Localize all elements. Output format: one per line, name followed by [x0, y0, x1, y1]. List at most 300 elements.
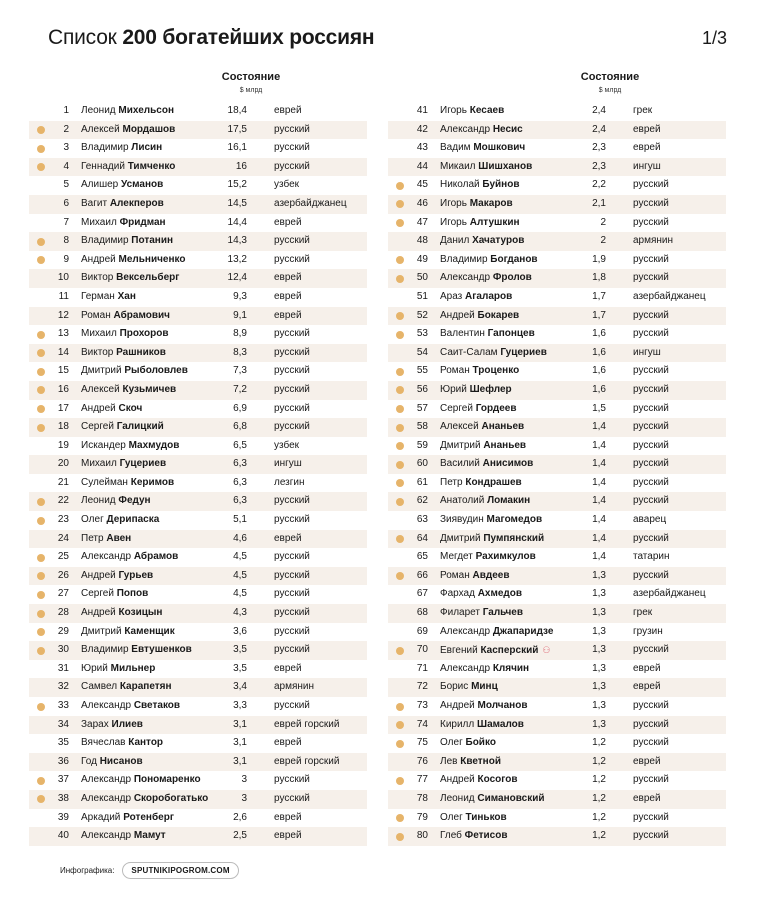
rank-number: 31	[57, 662, 69, 674]
first-name: Саит-Салам	[440, 346, 501, 358]
person-name	[440, 139, 525, 158]
person-name	[81, 530, 131, 549]
last-name: Мошкович	[473, 142, 526, 154]
person-name	[81, 362, 188, 381]
table-row	[388, 474, 726, 493]
table-row	[29, 678, 367, 697]
ethnicity: еврей	[274, 309, 302, 321]
rank-number: 63	[416, 514, 428, 526]
last-name: Кондрашев	[465, 476, 522, 488]
rank-number: 7	[63, 216, 69, 228]
table-row	[29, 492, 367, 511]
last-name: Анисимов	[482, 458, 534, 470]
ethnicity: еврей	[274, 737, 302, 749]
net-worth-value: 1,4	[592, 532, 606, 544]
first-name: Алексей	[440, 421, 482, 433]
person-name	[81, 660, 155, 679]
last-name: Фетисов	[464, 830, 508, 842]
person-name	[81, 511, 159, 530]
ethnicity: русский	[274, 421, 310, 433]
net-worth-value: 6,5	[233, 439, 247, 451]
net-worth-value: 9,1	[233, 309, 247, 321]
first-name: Андрей	[81, 607, 119, 619]
rank-number: 69	[416, 625, 428, 637]
person-name	[440, 195, 513, 214]
table-row	[388, 158, 726, 177]
ethnicity: армянин	[274, 681, 315, 693]
table-row	[29, 362, 367, 381]
russian-marker-dot	[396, 479, 404, 487]
table-row	[388, 325, 726, 344]
net-worth-value: 2,3	[592, 160, 606, 172]
table-row	[29, 716, 367, 735]
russian-marker-dot	[396, 833, 404, 841]
net-worth-value: 1,8	[592, 272, 606, 284]
table-row	[388, 753, 726, 772]
net-worth-value: 1,4	[592, 551, 606, 563]
rank-number: 49	[416, 253, 428, 265]
person-name	[440, 492, 530, 511]
person-name	[81, 790, 208, 809]
table-row	[29, 753, 367, 772]
ethnicity: грек	[633, 607, 653, 619]
net-worth-value: 1,6	[592, 346, 606, 358]
net-worth-value: 1,4	[592, 495, 606, 507]
person-name	[81, 269, 179, 288]
first-name: Александр	[440, 625, 493, 637]
person-name	[81, 214, 166, 233]
russian-marker-dot	[396, 647, 404, 655]
person-name	[81, 307, 170, 326]
table-row	[388, 771, 726, 790]
last-name: Гальчев	[482, 607, 523, 619]
table-row	[29, 827, 367, 846]
rank-number: 58	[416, 421, 428, 433]
net-worth-value: 7,2	[233, 383, 247, 395]
rank-number: 46	[416, 197, 428, 209]
ethnicity: русский	[274, 123, 310, 135]
first-name: Виктор	[81, 346, 117, 358]
rank-number: 59	[416, 439, 428, 451]
ethnicity: русский	[633, 458, 669, 470]
russian-marker-dot	[396, 721, 404, 729]
person-name	[81, 716, 143, 735]
person-name	[81, 158, 175, 177]
table-row	[388, 530, 726, 549]
table-row	[29, 344, 367, 363]
last-name: Буйнов	[482, 179, 520, 191]
russian-marker-dot	[37, 256, 45, 264]
net-worth-value: 1,3	[592, 718, 606, 730]
russian-marker-dot	[37, 517, 45, 525]
rank-number: 24	[57, 532, 69, 544]
rank-number: 12	[57, 309, 69, 321]
russian-marker-dot	[396, 498, 404, 506]
first-name: Фархад	[440, 588, 478, 600]
table-row	[29, 269, 367, 288]
last-name: Нисанов	[99, 755, 143, 767]
last-name: Рашников	[116, 346, 166, 358]
person-name	[81, 697, 180, 716]
net-worth-value: 4,5	[233, 551, 247, 563]
net-worth-value: 2	[600, 235, 606, 247]
net-worth-value: 1,6	[592, 383, 606, 395]
person-name	[440, 604, 523, 623]
first-name: Араз	[440, 290, 466, 302]
table-row	[29, 176, 367, 195]
ethnicity: русский	[633, 495, 669, 507]
first-name: Алишер	[81, 179, 122, 191]
rank-number: 51	[416, 290, 428, 302]
rank-number: 68	[416, 607, 428, 619]
net-worth-value: 1,3	[592, 569, 606, 581]
page-title	[48, 26, 374, 50]
first-name: Александр	[81, 774, 134, 786]
last-name: Мамут	[133, 830, 166, 842]
net-worth-value: 3,3	[233, 700, 247, 711]
first-name: Юрий	[81, 662, 111, 674]
ethnicity: русский	[633, 737, 669, 749]
table-row	[388, 678, 726, 697]
last-name: Потанин	[131, 235, 174, 247]
person-name	[81, 251, 185, 270]
russian-marker-dot	[37, 386, 45, 394]
brand-badge[interactable]: SPUTNIKIPOGROM.COM	[122, 862, 238, 879]
person-name	[440, 158, 532, 177]
ethnicity: русский	[274, 792, 310, 804]
net-worth-value: 13,2	[227, 253, 247, 265]
last-name: Тиньков	[465, 811, 507, 823]
rank-number: 29	[57, 625, 69, 637]
ethnicity: русский	[274, 383, 310, 395]
person-name	[440, 214, 520, 233]
ethnicity: русский	[633, 700, 669, 711]
ethnicity: русский	[274, 402, 310, 414]
rank-number: 6	[63, 197, 69, 209]
first-name: Вагит	[81, 197, 110, 209]
first-name: Зиявудин	[440, 514, 487, 526]
last-name: Дерипаска	[106, 514, 160, 526]
rank-number: 65	[416, 551, 428, 563]
first-name: Олег	[81, 514, 107, 526]
first-name: Олег	[440, 737, 466, 749]
last-name: Федун	[118, 495, 151, 507]
table-row	[388, 827, 726, 846]
ethnicity: азербайджанец	[633, 290, 706, 302]
net-worth-value: 8,9	[233, 328, 247, 340]
table-row	[388, 381, 726, 400]
last-name: Несис	[492, 123, 523, 135]
first-name: Дмитрий	[440, 439, 484, 451]
net-worth-value: 6,3	[233, 458, 247, 470]
last-name: Рахимкулов	[475, 551, 536, 563]
last-name: Кветной	[460, 755, 501, 767]
last-name: Михельсон	[118, 105, 174, 116]
person-name	[81, 232, 173, 251]
russian-marker-dot	[37, 554, 45, 562]
last-name: Минц	[471, 681, 498, 693]
page-indicator: 1/3	[701, 28, 727, 48]
russian-marker-dot	[396, 777, 404, 785]
person-name	[440, 678, 498, 697]
person-name	[440, 362, 519, 381]
table-row	[388, 585, 726, 604]
first-name: Вадим	[440, 142, 474, 154]
rank-number: 52	[416, 309, 428, 321]
ethnicity: узбек	[274, 439, 300, 451]
rank-number: 35	[57, 737, 69, 749]
net-worth-value: 3,1	[233, 737, 247, 749]
first-name: Владимир	[81, 142, 132, 154]
rank-number: 54	[416, 346, 428, 358]
rank-number: 71	[416, 662, 428, 674]
ethnicity: русский	[633, 383, 669, 395]
net-worth-value: 2	[600, 216, 606, 228]
net-worth-value: 7,3	[233, 365, 247, 377]
last-name: Евтушенков	[131, 644, 192, 656]
first-name: Игорь	[440, 105, 470, 116]
net-worth-value: 8,3	[233, 346, 247, 358]
first-name: Николай	[440, 179, 483, 191]
table-row	[388, 455, 726, 474]
net-worth-value: 1,6	[592, 365, 606, 377]
net-worth-value: 3,1	[233, 755, 247, 767]
rank-number: 60	[416, 458, 428, 470]
table-row	[29, 623, 367, 642]
rank-number: 8	[63, 235, 69, 247]
net-worth-value: 18,4	[227, 105, 247, 116]
ethnicity: русский	[274, 551, 310, 563]
table-row	[388, 809, 726, 828]
rank-number: 34	[57, 718, 69, 730]
ethnicity: еврей	[633, 662, 661, 674]
net-worth-value: 2,1	[592, 197, 606, 209]
last-name: Пономаренко	[133, 774, 201, 786]
last-name: Магомедов	[486, 514, 543, 526]
person-name	[81, 753, 143, 772]
net-worth-value: 14,5	[227, 197, 247, 209]
table-row	[29, 455, 367, 474]
ethnicity: аварец	[633, 514, 667, 526]
russian-marker-dot	[396, 275, 404, 283]
first-name: Александр	[81, 830, 134, 842]
ethnicity: русский	[633, 718, 669, 730]
first-name: Михаил	[81, 458, 120, 470]
net-worth-value: 1,3	[592, 662, 606, 674]
ethnicity: еврей	[274, 105, 302, 116]
rank-number: 41	[416, 105, 428, 116]
ethnicity: еврей	[633, 681, 661, 693]
person-name	[440, 660, 529, 679]
rank-number: 61	[416, 476, 428, 488]
table-row	[29, 195, 367, 214]
first-name: Андрей	[81, 253, 119, 265]
net-worth-value: 3,6	[233, 625, 247, 637]
russian-marker-dot	[396, 424, 404, 432]
russian-marker-dot	[396, 814, 404, 822]
net-worth-value: 2,6	[233, 811, 247, 823]
ethnicity: азербайджанец	[633, 588, 706, 600]
russian-marker-dot	[37, 405, 45, 413]
rank-number: 43	[416, 142, 428, 154]
person-name	[440, 418, 524, 437]
ethnicity: еврей	[274, 532, 302, 544]
rank-number: 32	[57, 681, 69, 693]
first-name: Владимир	[81, 644, 132, 656]
rank-number: 27	[57, 588, 69, 600]
net-worth-value: 4,5	[233, 588, 247, 600]
rank-number: 78	[416, 792, 428, 804]
column-header-label: Состояние	[221, 71, 281, 83]
person-name	[81, 381, 176, 400]
right-table	[388, 102, 726, 846]
rank-number: 44	[416, 160, 428, 172]
first-name: Андрей	[440, 700, 478, 711]
net-worth-value: 14,4	[227, 216, 247, 228]
first-name: Роман	[81, 309, 114, 321]
rank-number: 21	[57, 476, 69, 488]
rank-number: 23	[57, 514, 69, 526]
net-worth-value: 4,6	[233, 532, 247, 544]
rank-number: 79	[416, 811, 428, 823]
person-name	[440, 567, 510, 586]
net-worth-value: 3,4	[233, 681, 247, 693]
russian-marker-dot	[396, 461, 404, 469]
person-name	[440, 251, 538, 270]
person-name	[440, 455, 533, 474]
rank-number: 1	[63, 105, 69, 116]
first-name: Дмитрий	[81, 625, 125, 637]
table-row	[388, 362, 726, 381]
person-name	[440, 474, 522, 493]
rank-number: 53	[416, 328, 428, 340]
first-name: Александр	[81, 700, 134, 711]
last-name: Гапонцев	[487, 328, 535, 340]
table-row	[388, 604, 726, 623]
column-header	[29, 70, 367, 102]
russian-marker-dot	[37, 424, 45, 432]
rank-number: 72	[416, 681, 428, 693]
first-name: Роман	[440, 365, 473, 377]
table-row	[388, 697, 726, 716]
rank-number: 38	[57, 792, 69, 804]
ethnicity: ингуш	[274, 458, 302, 470]
last-name: Гуцериев	[119, 458, 167, 470]
ethnicity: еврей	[274, 830, 302, 842]
first-name: Петр	[81, 532, 107, 544]
table-row	[388, 195, 726, 214]
last-name: Бокарев	[477, 309, 520, 321]
person-name	[440, 288, 512, 307]
rank-number: 20	[57, 458, 69, 470]
russian-marker-dot	[396, 182, 404, 190]
first-name: Виктор	[81, 272, 117, 284]
person-name	[440, 511, 542, 530]
rank-number: 74	[416, 718, 428, 730]
first-name: Сергей	[81, 588, 117, 600]
russian-marker-dot	[37, 368, 45, 376]
table-row	[29, 325, 367, 344]
ethnicity: русский	[633, 402, 669, 414]
first-name: Борис	[440, 681, 472, 693]
rank-number: 22	[57, 495, 69, 507]
first-name: Дмитрий	[440, 532, 484, 544]
person-name	[440, 697, 527, 716]
last-name: Махмудов	[128, 439, 180, 451]
last-name: Светаков	[133, 700, 181, 711]
first-name: Анатолий	[440, 495, 488, 507]
last-name: Мильнер	[110, 662, 156, 674]
ethnicity: русский	[274, 607, 310, 619]
rank-number: 25	[57, 551, 69, 563]
table-row	[29, 641, 367, 660]
net-worth-value: 12,4	[227, 272, 247, 284]
last-name: Пумпянский	[483, 532, 545, 544]
rank-number: 2	[63, 123, 69, 135]
person-name	[81, 418, 164, 437]
last-name: Шишханов	[478, 160, 533, 172]
table-row	[29, 734, 367, 753]
ethnicity: еврей	[633, 755, 661, 767]
last-name: Алтушкин	[469, 216, 520, 228]
table-row	[29, 437, 367, 456]
net-worth-value: 1,3	[592, 588, 606, 600]
person-name	[81, 102, 174, 121]
first-name: Леонид	[81, 495, 119, 507]
person-name	[440, 771, 518, 790]
first-name: Сулейман	[81, 476, 131, 488]
net-worth-value: 3,5	[233, 644, 247, 656]
ethnicity: еврей	[633, 792, 661, 804]
table-row	[388, 121, 726, 140]
ethnicity: русский	[274, 235, 310, 247]
russian-marker-dot	[37, 572, 45, 580]
ethnicity: русский	[633, 309, 669, 321]
table-row	[29, 511, 367, 530]
column-header	[388, 70, 726, 102]
net-worth-value: 2,5	[233, 830, 247, 842]
net-worth-value: 1,3	[592, 644, 606, 656]
table-row	[388, 511, 726, 530]
person-name	[81, 121, 175, 140]
ethnicity: русский	[633, 421, 669, 433]
ethnicity: русский	[274, 588, 310, 600]
ethnicity: лезгин	[274, 476, 305, 488]
rank-number: 9	[63, 253, 69, 265]
ethnicity: русский	[274, 644, 310, 656]
last-name: Троценко	[472, 365, 520, 377]
net-worth-value: 2,2	[592, 179, 606, 191]
russian-marker-dot	[37, 126, 45, 134]
ethnicity: еврей горский	[274, 755, 340, 767]
ethnicity: еврей	[274, 662, 302, 674]
first-name: Андрей	[440, 774, 478, 786]
ethnicity: русский	[274, 700, 310, 711]
ethnicity: русский	[633, 774, 669, 786]
russian-marker-dot	[396, 368, 404, 376]
table-row	[29, 474, 367, 493]
table-row	[388, 548, 726, 567]
net-worth-value: 1,7	[592, 309, 606, 321]
left-table	[29, 102, 367, 846]
rank-number: 62	[416, 495, 428, 507]
last-name: Керимов	[130, 476, 175, 488]
person-name	[440, 790, 545, 809]
person-name	[81, 734, 163, 753]
table-row	[388, 102, 726, 121]
first-name: Михаил	[81, 216, 120, 228]
net-worth-value: 3,1	[233, 718, 247, 730]
